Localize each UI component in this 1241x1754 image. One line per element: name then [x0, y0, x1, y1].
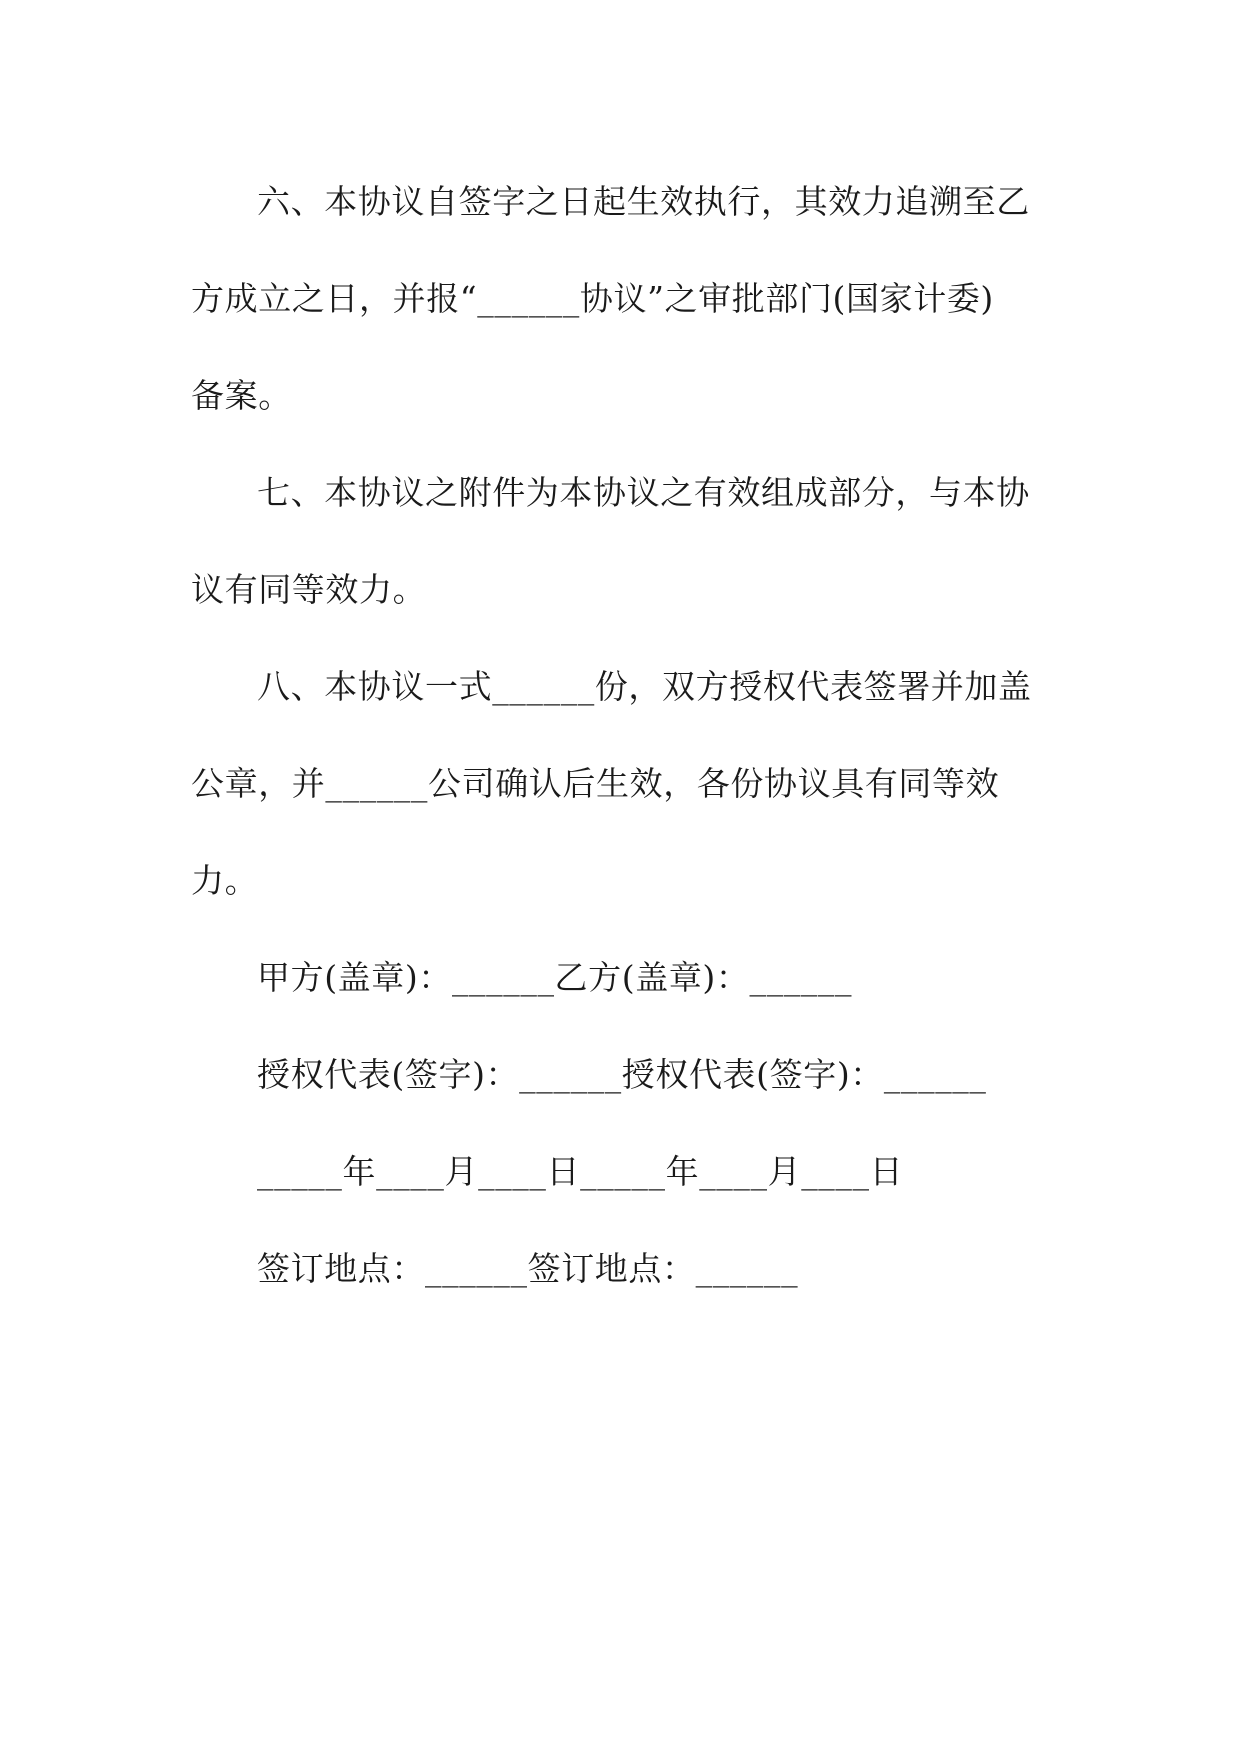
paragraph-7-line-2: 议有同等效力。 — [191, 570, 427, 609]
paragraph-8-line-2: 公章，并______公司确认后生效，各份协议具有同等效 — [191, 764, 1000, 803]
paragraph-6-line-3: 备案。 — [191, 376, 292, 415]
paragraph-8-line-1: 八、本协议一式______份，双方授权代表签署并加盖 — [257, 667, 1032, 706]
representative-signature-line: 授权代表(签字)：______授权代表(签字)：______ — [257, 1055, 987, 1094]
paragraph-6-line-1: 六、本协议自签字之日起生效执行，其效力追溯至乙 — [257, 182, 1030, 221]
signing-place-line: 签订地点：______签订地点：______ — [257, 1249, 799, 1288]
seal-line: 甲方(盖章)：______乙方(盖章)：______ — [257, 958, 853, 997]
date-line: _____年____月____日_____年____月____日 — [257, 1152, 904, 1191]
paragraph-8-line-3: 力。 — [191, 861, 259, 900]
paragraph-7-line-1: 七、本协议之附件为本协议之有效组成部分，与本协 — [257, 473, 1030, 512]
paragraph-6-line-2: 方成立之日，并报“______协议”之审批部门(国家计委) — [191, 279, 994, 318]
